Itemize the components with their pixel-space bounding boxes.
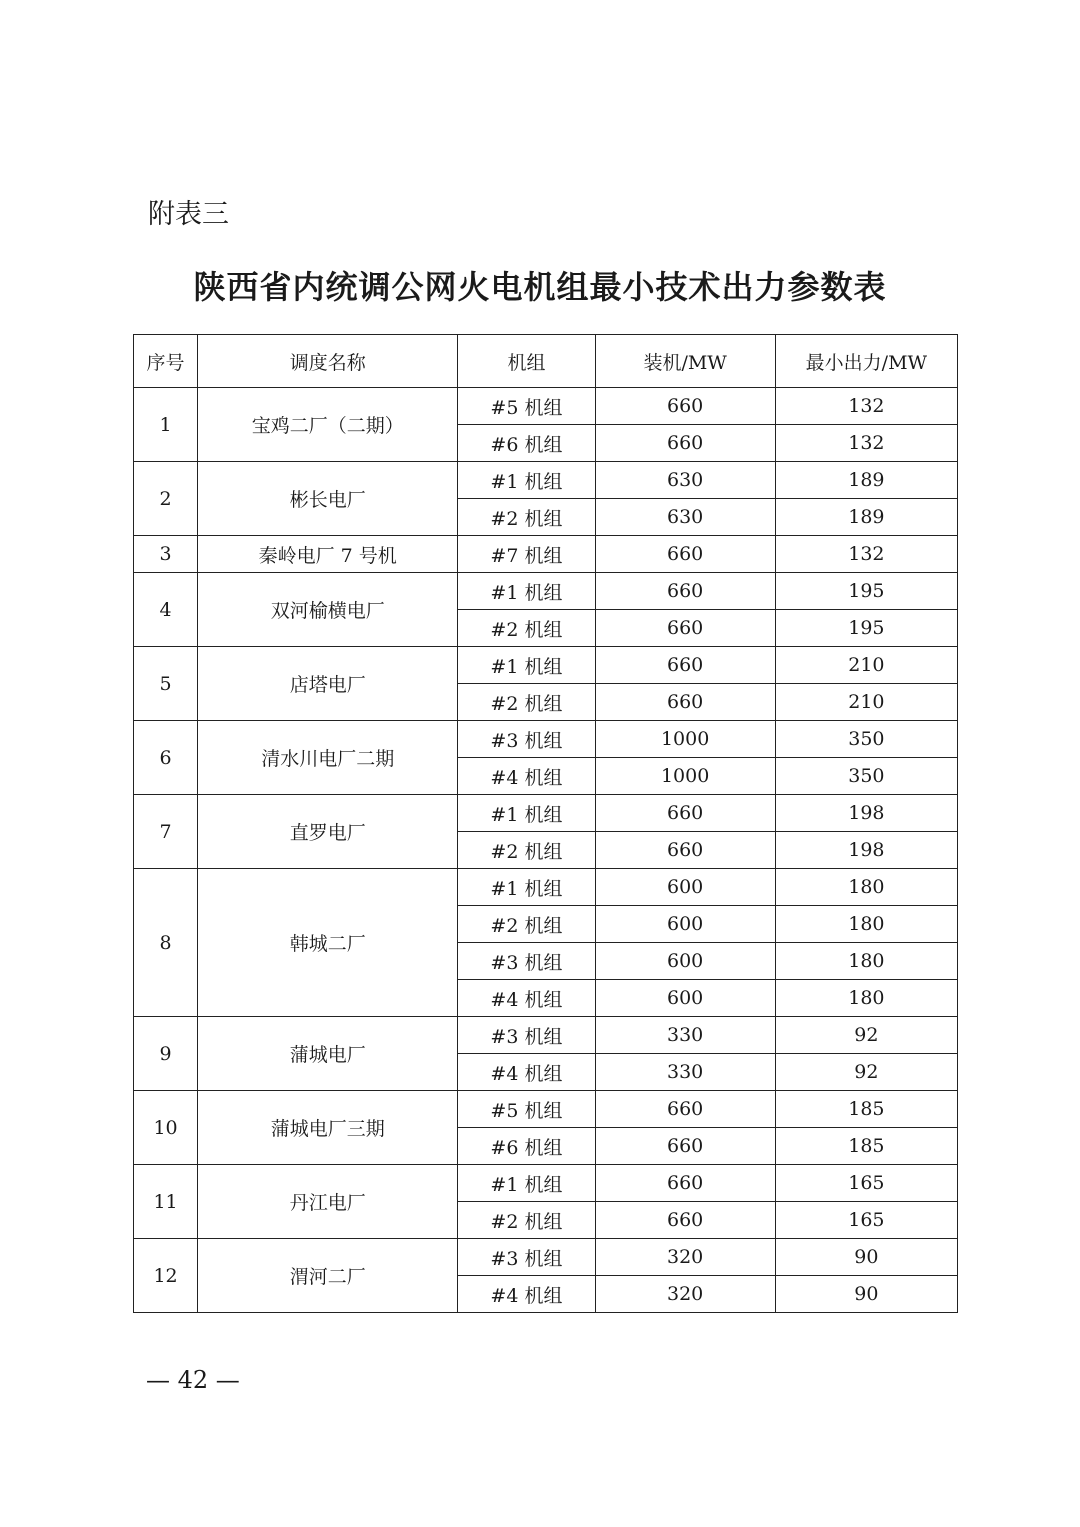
cell-unit: #2 机组 [458, 499, 595, 536]
cell-capacity: 660 [595, 573, 775, 610]
cell-min-output: 195 [775, 573, 957, 610]
cell-capacity: 660 [595, 795, 775, 832]
cell-unit: #7 机组 [458, 536, 595, 573]
cell-no: 5 [134, 647, 198, 721]
cell-min-output: 132 [775, 388, 957, 425]
cell-min-output: 189 [775, 499, 957, 536]
table-body [134, 388, 958, 1313]
cell-capacity: 660 [595, 536, 775, 573]
cell-plant-name: 蒲城电厂 [198, 1017, 458, 1091]
table-row [134, 573, 958, 610]
cell-no: 11 [134, 1165, 198, 1239]
cell-capacity: 1000 [595, 758, 775, 795]
header-min-output: 最小出力/MW [775, 335, 957, 388]
cell-unit: #2 机组 [458, 610, 595, 647]
cell-plant-name: 宝鸡二厂（二期） [198, 388, 458, 462]
table-row [134, 1165, 958, 1202]
cell-min-output: 350 [775, 758, 957, 795]
cell-capacity: 600 [595, 980, 775, 1017]
page-number: — 42 — [146, 1366, 240, 1394]
cell-unit: #5 机组 [458, 388, 595, 425]
cell-min-output: 210 [775, 684, 957, 721]
cell-min-output: 189 [775, 462, 957, 499]
cell-min-output: 350 [775, 721, 957, 758]
cell-capacity: 630 [595, 499, 775, 536]
table-header-row [134, 335, 958, 388]
cell-unit: #1 机组 [458, 462, 595, 499]
cell-min-output: 90 [775, 1276, 957, 1313]
cell-min-output: 185 [775, 1091, 957, 1128]
cell-unit: #5 机组 [458, 1091, 595, 1128]
cell-unit: #1 机组 [458, 869, 595, 906]
table-row [134, 1091, 958, 1128]
cell-unit: #1 机组 [458, 573, 595, 610]
cell-capacity: 320 [595, 1276, 775, 1313]
cell-min-output: 132 [775, 536, 957, 573]
cell-plant-name: 清水川电厂二期 [198, 721, 458, 795]
cell-no: 3 [134, 536, 198, 573]
cell-min-output: 180 [775, 869, 957, 906]
cell-min-output: 90 [775, 1239, 957, 1276]
table-row [134, 388, 958, 425]
cell-unit: #3 机组 [458, 1239, 595, 1276]
cell-unit: #3 机组 [458, 1017, 595, 1054]
cell-min-output: 210 [775, 647, 957, 684]
cell-unit: #1 机组 [458, 795, 595, 832]
cell-min-output: 180 [775, 943, 957, 980]
cell-plant-name: 韩城二厂 [198, 869, 458, 1017]
cell-unit: #2 机组 [458, 684, 595, 721]
cell-capacity: 660 [595, 388, 775, 425]
cell-capacity: 660 [595, 425, 775, 462]
annex-label: 附表三 [148, 199, 229, 230]
cell-unit: #2 机组 [458, 906, 595, 943]
table-row [134, 647, 958, 684]
cell-min-output: 198 [775, 832, 957, 869]
cell-no: 4 [134, 573, 198, 647]
cell-capacity: 600 [595, 869, 775, 906]
cell-capacity: 1000 [595, 721, 775, 758]
table-row [134, 1239, 958, 1276]
cell-min-output: 132 [775, 425, 957, 462]
cell-plant-name: 店塔电厂 [198, 647, 458, 721]
header-capacity: 装机/MW [595, 335, 775, 388]
cell-capacity: 660 [595, 1165, 775, 1202]
cell-capacity: 660 [595, 1202, 775, 1239]
cell-min-output: 180 [775, 906, 957, 943]
cell-min-output: 195 [775, 610, 957, 647]
cell-min-output: 92 [775, 1054, 957, 1091]
cell-min-output: 180 [775, 980, 957, 1017]
cell-capacity: 330 [595, 1017, 775, 1054]
cell-unit: #4 机组 [458, 1276, 595, 1313]
page-title: 陕西省内统调公网火电机组最小技术出力参数表 [193, 268, 887, 306]
cell-unit: #4 机组 [458, 758, 595, 795]
table-row [134, 462, 958, 499]
cell-no: 12 [134, 1239, 198, 1313]
cell-no: 10 [134, 1091, 198, 1165]
cell-capacity: 660 [595, 647, 775, 684]
cell-unit: #1 机组 [458, 647, 595, 684]
cell-capacity: 660 [595, 610, 775, 647]
cell-unit: #3 机组 [458, 943, 595, 980]
cell-min-output: 92 [775, 1017, 957, 1054]
cell-no: 6 [134, 721, 198, 795]
cell-min-output: 198 [775, 795, 957, 832]
cell-plant-name: 直罗电厂 [198, 795, 458, 869]
cell-plant-name: 彬长电厂 [198, 462, 458, 536]
cell-unit: #2 机组 [458, 832, 595, 869]
cell-capacity: 660 [595, 832, 775, 869]
table-row [134, 795, 958, 832]
cell-unit: #4 机组 [458, 980, 595, 1017]
table-row [134, 1017, 958, 1054]
cell-min-output: 165 [775, 1165, 957, 1202]
cell-unit: #3 机组 [458, 721, 595, 758]
cell-capacity: 660 [595, 1128, 775, 1165]
cell-unit: #6 机组 [458, 425, 595, 462]
cell-capacity: 600 [595, 943, 775, 980]
cell-plant-name: 丹江电厂 [198, 1165, 458, 1239]
cell-unit: #6 机组 [458, 1128, 595, 1165]
header-no: 序号 [134, 335, 198, 388]
cell-no: 2 [134, 462, 198, 536]
cell-min-output: 165 [775, 1202, 957, 1239]
cell-no: 8 [134, 869, 198, 1017]
cell-plant-name: 双河榆横电厂 [198, 573, 458, 647]
cell-no: 7 [134, 795, 198, 869]
min-output-table [133, 334, 958, 1313]
cell-capacity: 330 [595, 1054, 775, 1091]
header-name: 调度名称 [198, 335, 458, 388]
cell-no: 9 [134, 1017, 198, 1091]
cell-capacity: 320 [595, 1239, 775, 1276]
cell-plant-name: 蒲城电厂三期 [198, 1091, 458, 1165]
cell-min-output: 185 [775, 1128, 957, 1165]
cell-unit: #2 机组 [458, 1202, 595, 1239]
header-unit: 机组 [458, 335, 595, 388]
cell-capacity: 660 [595, 1091, 775, 1128]
cell-capacity: 630 [595, 462, 775, 499]
cell-capacity: 600 [595, 906, 775, 943]
table-row [134, 721, 958, 758]
cell-unit: #4 机组 [458, 1054, 595, 1091]
cell-capacity: 660 [595, 684, 775, 721]
table-row [134, 536, 958, 573]
cell-plant-name: 渭河二厂 [198, 1239, 458, 1313]
cell-plant-name: 秦岭电厂 7 号机 [198, 536, 458, 573]
cell-unit: #1 机组 [458, 1165, 595, 1202]
table-row [134, 869, 958, 906]
cell-no: 1 [134, 388, 198, 462]
